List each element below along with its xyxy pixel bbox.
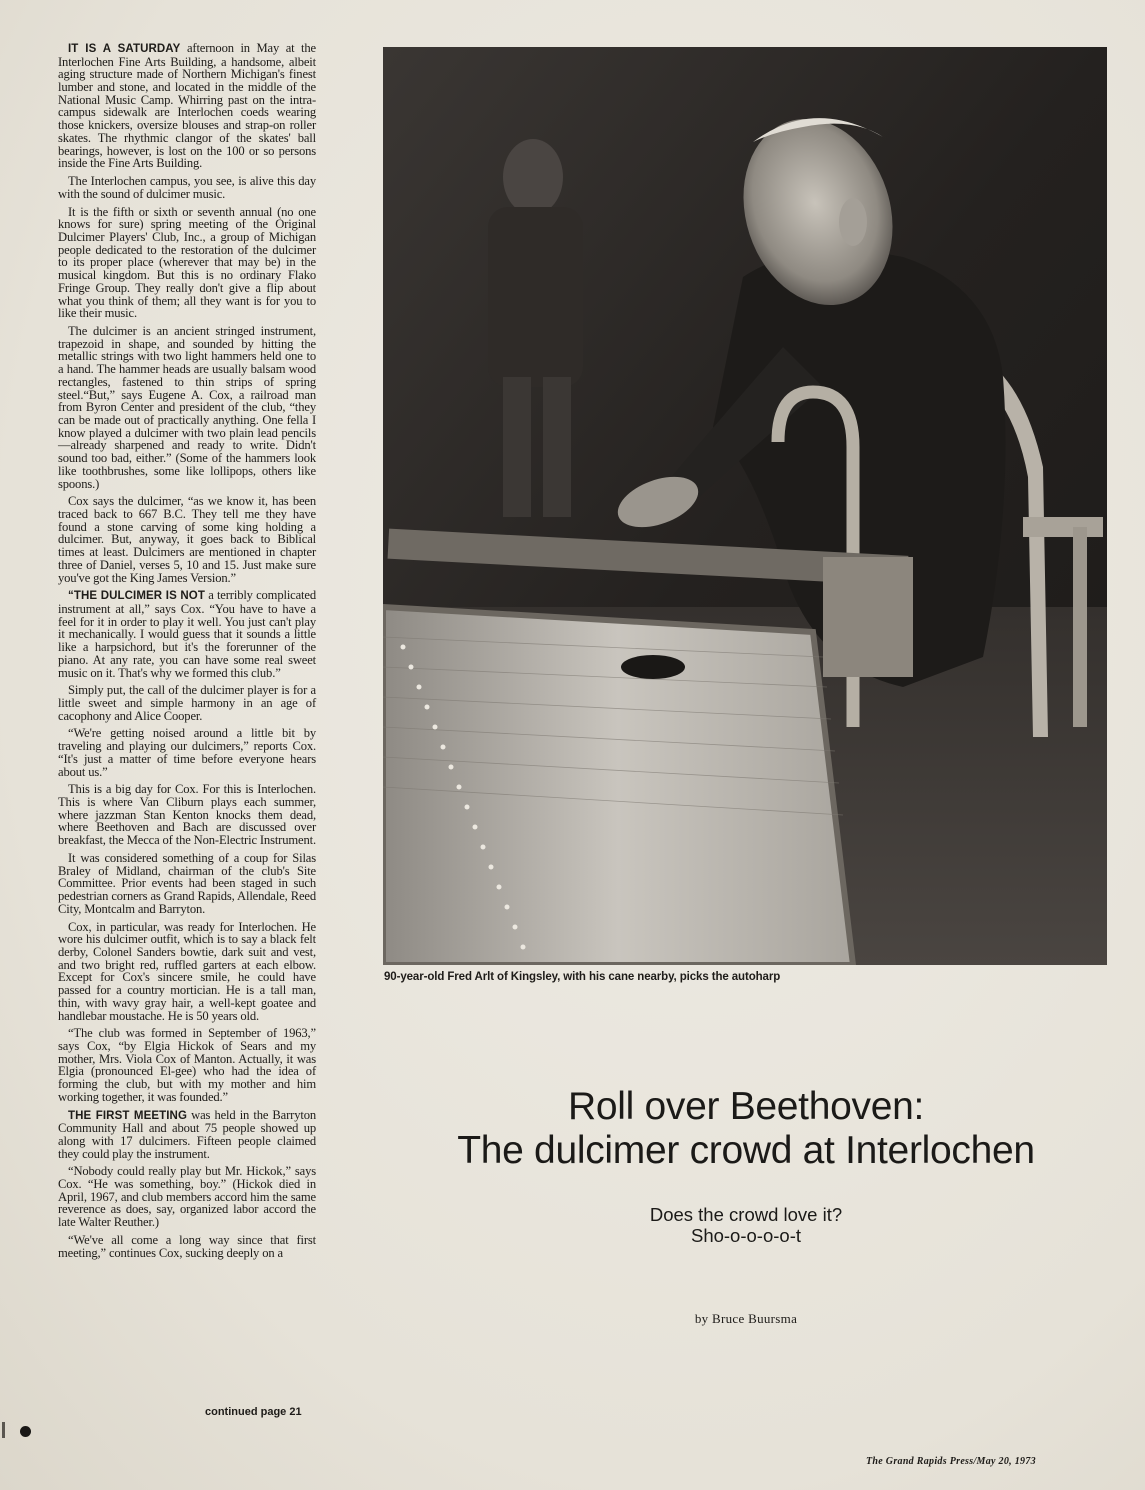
paragraph-text: Cox, in particular, was ready for Interlochen. He wore his dulcimer outfit, which is to say a black felt derby, Colonel Sanders bowtie, dark suit and vest, and two bright red, ruffled garters at each elbow. Except for Cox's sincere smile, he could have passed for a country mortician. He is a tall man, thin, with wavy gray hair, a well-kept goatee and handlebar moustache. He is 50 years old.: [58, 919, 316, 1023]
paragraph-text: “We're getting noised around a little bit by traveling and playing our dulcimers,” reports Cox. “It's just a matter of time before everyone hears about us.”: [58, 726, 316, 779]
photo-caption: 90-year-old Fred Arlt of Kingsley, with his cane nearby, picks the autoharp: [384, 971, 781, 983]
article-paragraph: [58, 206, 316, 320]
publication-footer: The Grand Rapids Press/May 20, 1973: [866, 1456, 1036, 1467]
article-paragraph: [58, 589, 316, 679]
article-paragraph: [58, 852, 316, 916]
paragraph-text: The Interlochen campus, you see, is alive this day with the sound of dulcimer music.: [58, 174, 316, 201]
headline-line-2: The dulcimer crowd at Interlochen: [457, 1129, 1035, 1173]
article-paragraph: [58, 42, 316, 170]
article-paragraph: [58, 175, 316, 200]
byline: by Bruce Buursma: [694, 1311, 798, 1326]
photo-illustration: [383, 47, 1107, 965]
headline-line-1: Roll over Beethoven:: [567, 1085, 925, 1128]
article-subhead: [383, 1205, 1109, 1246]
paragraph-text: “We've all come a long way since that first meeting,” continues Cox, sucking deeply on a: [58, 1232, 316, 1260]
paragraph-text: “Nobody could really play but Mr. Hickok,” says Cox. “He was something, boy.” (Hickok died in April, 1967, and club members accord him the same reverence as does, say, organized labor accord the late Walter Reuther.): [58, 1164, 316, 1230]
article-paragraph: [58, 727, 316, 778]
article-paragraph: [58, 325, 316, 490]
article-paragraph: [58, 921, 316, 1023]
article-body-column: [58, 42, 316, 1264]
paragraph-lead-in: THE FIRST MEETING: [68, 1109, 188, 1122]
article-paragraph: [58, 1027, 316, 1103]
subhead-line-2: Sho-o-o-o-o-t: [690, 1224, 801, 1246]
margin-edge-mark: [2, 1422, 5, 1438]
paragraph-text: It is the fifth or sixth or seventh annual (no one knows for sure) spring meeting of the Original Dulcimer Players' Club, Inc., a group of Michigan people dedicated to the restoration of the dulcimer to its proper place (wherever that may be) in the musical kingdom. But this is no ordinary Flako Fringe Group. They really don't give a flip about what you think of them; all they want is for you to like their music.: [58, 204, 316, 321]
paragraph-text: This is a big day for Cox. For this is Interlochen. This is where Van Cliburn plays each summer, where jazzman Stan Kenton knocks them dead, where Beethoven and Bach are discussed over breakfast, the Mecca of the Non-Electric Instrument.: [58, 782, 316, 848]
continued-page-note: continued page 21: [205, 1406, 302, 1418]
paragraph-text: It was considered something of a coup for Silas Braley of Midland, chairman of the club's Site Committee. Prior events had been staged in such pedestrian corners as Grand Rapids, Allendale, Reed City, Montcalm and Barryton.: [58, 850, 316, 916]
article-paragraph: [58, 1234, 316, 1259]
paragraph-text: Simply put, the call of the dulcimer player is for a little sweet and simple harmony in an age of cacophony and Alice Cooper.: [58, 683, 316, 723]
article-paragraph: [58, 1109, 316, 1161]
paragraph-text: afternoon in May at the Interlochen Fine Arts Building, a handsome, albeit aging structure made of Northern Michigan's finest lumber and stone, and located in the middle of the National Music Camp. Whirring past on the intra-campus sidewalk are Interlochen coeds wearing those knickers, oversize blouses and strap-on roller skates. The rhythmic clangor of the skates' ball bearings, however, is lost on the 100 or so persons inside the Fine Arts Building.: [58, 41, 316, 171]
paragraph-text: Cox says the dulcimer, “as we know it, has been traced back to 667 B.C. They tell me they have found a stone carving of some king holding a dulcimer. But, anyway, it goes back to Biblical times at least. Dulcimers are mentioned in chapter three of Daniel, verses 5, 10 and 15. Just make sure you've got the King James Version.”: [58, 494, 316, 585]
paragraph-lead-in: IT IS A SATURDAY: [68, 43, 181, 55]
article-paragraph: [58, 783, 316, 847]
subhead-line-1: Does the crowd love it?: [649, 1204, 843, 1225]
paragraph-text: was held in the Barryton Community Hall and about 75 people showed up along with 17 dulcimers. Fifteen people claimed they could play the instrument.: [58, 1107, 316, 1161]
article-photo: [383, 47, 1107, 965]
paragraph-lead-in: “THE DULCIMER IS NOT: [68, 590, 205, 603]
paragraph-text: “The club was formed in September of 1963,” says Cox, “by Elgia Hickok of Sears and my mother, Mrs. Viola Cox of Manton. Actually, it was Elgia (pronounced El-gee) who had the idea of forming the club, but with my mother and him working together, it was founded.”: [58, 1026, 316, 1104]
article-headline: [383, 1085, 1109, 1174]
margin-hole-mark: [20, 1426, 31, 1437]
article-paragraph: [58, 495, 316, 584]
article-paragraph: [58, 1165, 316, 1229]
article-paragraph: [58, 684, 316, 722]
paragraph-text: a terribly complicated instrument at all,” says Cox. “You have to have a feel for it in order to play it well. You just can't play it mechanically. I would guess that it sounds a little like a harpsichord, but it's the forerunner of the piano. At any rate, you can have some real sweet music on it. That's why we formed this club.”: [58, 588, 316, 680]
paragraph-text: The dulcimer is an ancient stringed instrument, trapezoid in shape, and sounded by hitting the metallic strings with two light hammers held one to a hand. The hammer heads are usually balsam wood rectangles, fastened to thin strips of spring steel.“But,” says Eugene A. Cox, a railroad man from Byron Center and president of the club, “they can be made out of practically anything. One fella I know played a dulcimer with two plain lead pencils—already sharpened and ready to write. Didn't sound too bad, either.” (Some of the hammers look like toothbrushes, some like lollipops, others like spoons.): [58, 323, 316, 491]
